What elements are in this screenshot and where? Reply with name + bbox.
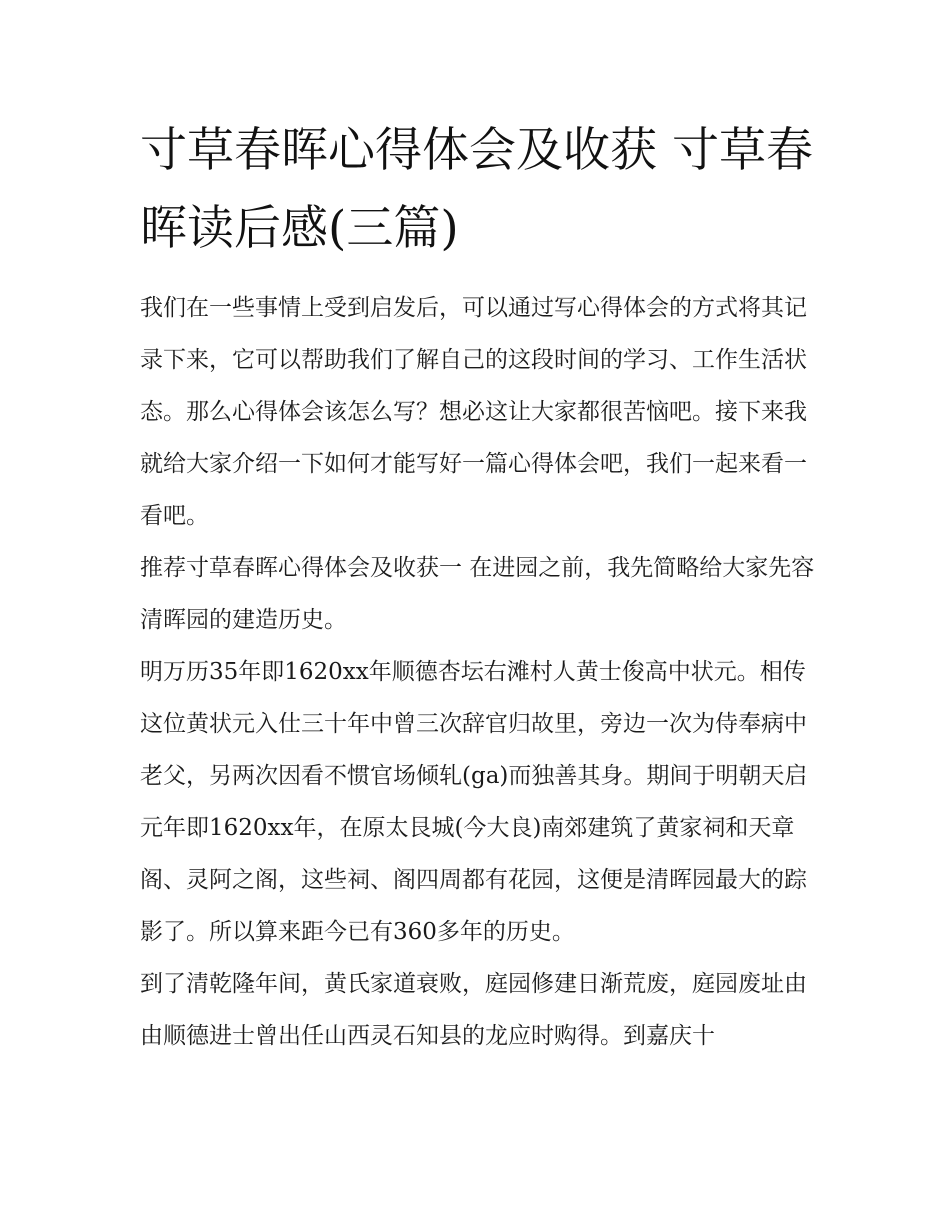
document-page <box>140 112 815 1062</box>
paragraph-intro: 我们在一些事情上受到启发后，可以通过写心得体会的方式将其记录下来，它可以帮助我们了解自己的这段时间的学习、工作生活状态。那么心得体会该怎么写？想必这让大家都很苦恼吧。接下来我就给大家介绍一下如何才能写好一篇心得体会吧，我们一起来看一看吧。 <box>140 295 807 529</box>
paragraph-recommend: 推荐寸草春晖心得体会及收获一 在进园之前，我先简略给大家先容清晖园的建造历史。 <box>140 555 815 633</box>
paragraph-history: 明万历35年即1620xx年顺德杏坛右滩村人黄士俊高中状元。相传这位黄状元入仕三十年中曾三次辞官归故里，旁边一次为侍奉病中老父，另两次因看不惯官场倾轧(ga)而独善其身。期间于明朝天启元年即1620xx年，在原太艮城(今大良)南郊建筑了黄家祠和天章阁、灵阿之阁，这些祠、阁四周都有花园，这便是清晖园最大的踪影了。所以算来距今已有360多年的历史。 <box>140 659 808 945</box>
paragraph-qianlong: 到了清乾隆年间，黄氏家道衰败，庭园修建日渐荒废，庭园废址由由顺德进士曾出任山西灵石知县的龙应时购得。到嘉庆十 <box>140 971 807 1049</box>
document-title: 寸草春晖心得体会及收获 寸草春晖读后感(三篇) <box>140 123 813 256</box>
